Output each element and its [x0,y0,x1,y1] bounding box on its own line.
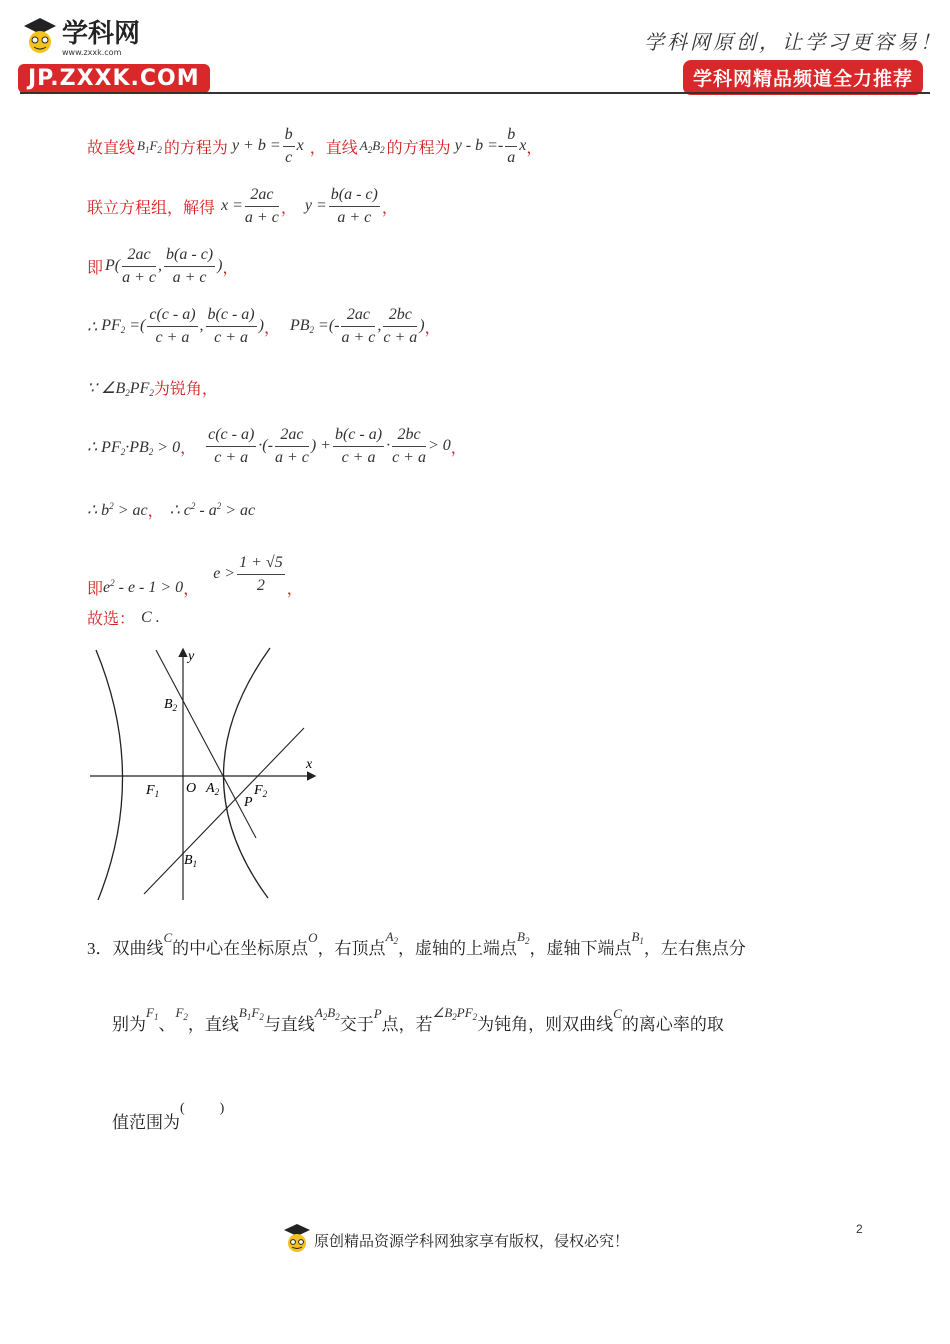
math-y: y = $\frac{b(a - c)}{a + c}$ [304,186,378,226]
math-b1f2: $B_1F_2$ [137,138,162,155]
because-symbol: ∵ $\angle B_2PF_2$ [87,379,154,398]
question-number: 3． [87,939,113,958]
left-branch [96,650,123,900]
text: ， [450,438,467,457]
math-a2b2: $A_2B_2$ [314,1005,340,1022]
text: ， [280,198,297,217]
math-c2: ∴ $c^2 - a^2$ > ac [169,500,256,519]
text: 双曲线 [112,939,164,959]
therefore-symbol: ∴ [87,318,98,336]
label-f1: $F_1$ [146,783,160,799]
label-p: P [244,795,253,810]
math-p: P [373,1005,382,1021]
math-p: P( $\frac{2ac}{a + c}$ , $\frac{b(a - c)}{a + c}$ ) [105,246,223,286]
text: 即 [87,579,104,598]
text: ， [180,438,197,457]
solution-line-4 [87,304,441,349]
text: 为钝角，则双曲线 [477,1015,614,1035]
site-badge[interactable]: JP.ZXXK.COM [18,64,210,93]
hyperbola-figure [88,642,318,904]
text: . [155,608,160,626]
math-dot: ∴ $PF_2\cdot PB_2 > 0$ [87,438,181,457]
text: 的方程为 [163,138,228,157]
label-b1: $B_1$ [184,853,198,869]
text: ， [263,318,280,337]
solution-line-5 [87,376,218,399]
line-a2b2 [156,650,256,838]
text: ， [147,501,164,520]
answer-blank[interactable]: ( ) [180,1100,225,1116]
math-eq1: y + b = $\frac{b}{c}$ x [231,126,304,166]
label-y: y [188,649,195,664]
text: 的中心在坐标原点 [172,939,309,959]
label-a2: $A_2$ [206,781,220,797]
text: ，虚轴下端点 [529,939,632,959]
text: ， [222,258,239,277]
math-e-range: e > $\frac{1 + √5}{2}$ [213,554,283,594]
math-b2: $B_2$ [517,929,530,946]
brand-url: www.zxxk.com [62,47,122,57]
math-b1: $B_1$ [631,929,644,946]
solution-line-1 [87,124,542,169]
solution-line-7 [87,498,255,521]
header-divider [20,92,930,94]
math-b2: ∴ $b^2$ > ac [87,500,148,519]
text: 的方程为 [386,138,451,157]
right-branch [223,648,270,898]
slogan: 学科网原创，让学习更容易！ [644,30,943,54]
text: 、 [158,1015,176,1035]
page-number: 2 [856,1222,863,1236]
text: 为锐角， [153,379,218,398]
solution-line-8 [87,550,303,599]
text: ， [526,138,543,157]
question-line-1 [87,929,746,959]
math-f2: $F_2$ [175,1005,188,1022]
math-f1: $F_1$ [146,1005,159,1022]
math-dot-expand: $\frac{c(c - a)}{c + a}$ ·(- $\frac{2ac}{a + c}$ ) + $\frac{b(c - a)}{c + a}$ · $\frac{2bc}{c + a}$ > 0 [208,426,451,466]
text: ，右顶点 [317,939,386,959]
text: ，直线 [309,138,358,157]
math-b1f2: $B_1F_2$ [238,1005,264,1022]
text: ， [381,198,398,217]
line-b1f2 [144,728,304,894]
question-line-3 [112,1084,224,1133]
text: ， [183,579,200,598]
math-pf2: $PF_2$ =( $\frac{c(c - a)}{c + a}$ , $\frac{b(c - a)}{c + a}$ ) [101,306,264,346]
math-a2b2: $A_2B_2$ [359,138,385,155]
mascot-icon [20,16,60,60]
solution-line-9 [87,606,160,629]
footer [282,1222,629,1258]
label-b2: $B_2$ [164,697,178,713]
copyright-text: 原创精品资源学科网独家享有版权，侵权必究！ [314,1231,630,1250]
answer: C [141,608,152,626]
text: 与直线 [263,1015,315,1035]
solution-line-2 [87,184,398,229]
mascot-icon [282,1222,312,1258]
math-angle: $\angle B_2PF_2$ [432,1005,478,1022]
math-eq2: y - b =- $\frac{b}{a}$ x [454,126,527,166]
label-x: x [306,757,313,772]
text: ，左右焦点分 [643,939,746,959]
text: 交于 [339,1015,374,1035]
text: ， [286,579,303,598]
text: 值范围为 [112,1113,180,1133]
math-o: O [308,929,318,945]
math-c: C [163,929,173,945]
brand-logo [20,16,140,60]
text: 故直线 [87,138,136,157]
text: 联立方程组，解得 [87,198,216,217]
text: ， [424,318,441,337]
text: ，虚轴的上端点 [398,939,518,959]
text: 即 [87,258,104,277]
math-c: C [613,1005,622,1021]
label-o: O [186,781,197,796]
math-pb2: $PB_2$ =(- $\frac{2ac}{a + c}$ , $\frac{2bc}{c + a}$ ) [289,306,425,346]
text: 别为 [112,1015,146,1035]
text: 故选： [87,609,136,628]
header [0,0,950,100]
text: 点，若 [381,1015,433,1035]
text: ，直线 [187,1015,239,1035]
recommend-banner: 学科网精品频道全力推荐 [683,60,923,95]
solution-line-6 [87,424,467,469]
text: 的离心率的取 [621,1015,724,1035]
math-x: x = $\frac{2ac}{a + c}$ [221,186,279,226]
brand-name: 学科网 [62,18,141,49]
math-e: $e^2 - e - 1 > 0$ [103,578,184,596]
math-a2: $A_2$ [385,929,399,946]
label-f2: $F_2$ [254,783,268,799]
question-line-2 [112,1005,724,1035]
solution-line-3 [87,244,238,289]
